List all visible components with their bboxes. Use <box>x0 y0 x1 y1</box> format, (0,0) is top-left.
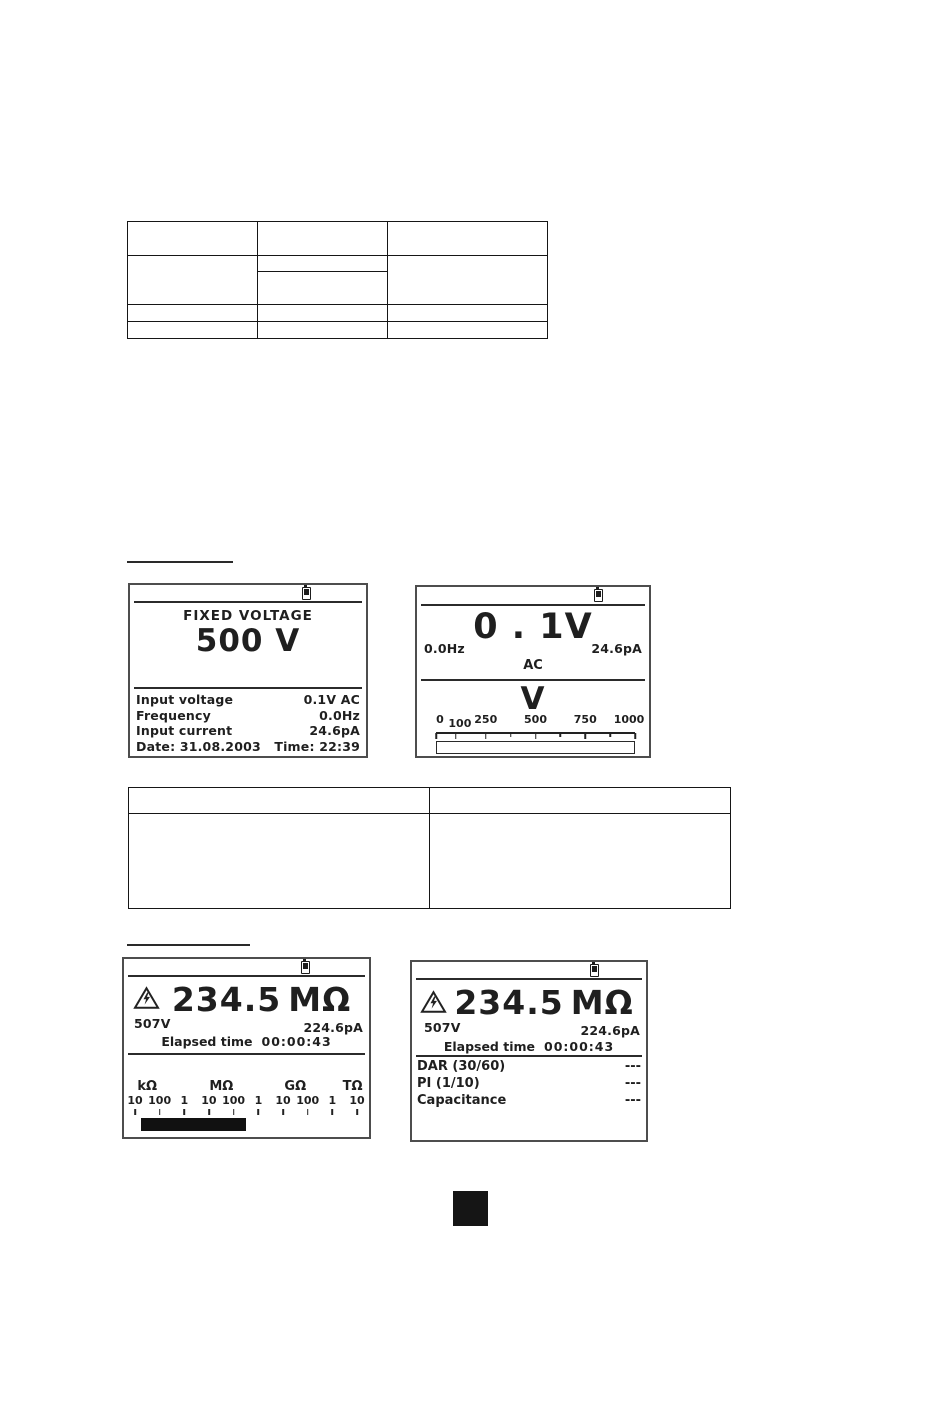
table-cell <box>258 322 388 339</box>
table-cell <box>128 256 258 305</box>
elapsed-value: 00:00:43 <box>261 1034 332 1049</box>
scale-tick <box>435 733 437 739</box>
scale-number: 100 <box>296 1094 320 1107</box>
table-cell <box>388 256 548 305</box>
lcd-screen-fixed-voltage <box>128 583 368 758</box>
voltage-reading: 500 V <box>195 623 301 659</box>
scale-label: 100 <box>448 717 472 730</box>
scale-number: 1 <box>180 1094 189 1107</box>
row-value: --- <box>624 1076 641 1091</box>
frequency-value: 0.0Hz <box>424 641 465 656</box>
scale-tick <box>510 733 512 737</box>
lcd-screen-resistance-bargraph <box>122 957 371 1139</box>
high-voltage-warning-icon <box>133 986 160 1010</box>
row-label: Input voltage <box>136 692 234 707</box>
spec-table-top <box>127 221 548 339</box>
measurement-rows <box>136 692 360 754</box>
scale-number: 10 <box>201 1094 217 1107</box>
scale-tick <box>535 733 537 739</box>
high-voltage-warning-icon <box>420 990 447 1014</box>
scale-unit-label: GΩ <box>284 1079 307 1094</box>
table-cell <box>430 814 731 909</box>
scale-number: 10 <box>349 1094 365 1107</box>
table-cell <box>129 814 430 909</box>
screen-title: FIXED VOLTAGE <box>183 608 313 624</box>
table-cell <box>258 272 388 305</box>
elapsed-time-row <box>412 1039 646 1054</box>
resistance-unit: MΩ <box>288 980 352 1019</box>
row-value: --- <box>624 1093 641 1108</box>
row-label: PI (1/10) <box>417 1076 480 1091</box>
resistance-reading <box>158 980 365 1019</box>
row-label: Input current <box>136 723 233 738</box>
elapsed-label: Elapsed time <box>443 1039 535 1054</box>
battery-icon <box>590 964 599 977</box>
parameter-row <box>417 1092 641 1109</box>
table-cell <box>128 305 258 322</box>
scale-tick <box>609 733 611 737</box>
resistance-value: 234.5 <box>171 980 282 1019</box>
date-time-row <box>136 739 360 755</box>
bargraph-outline <box>436 741 635 754</box>
table-cell <box>258 305 388 322</box>
scale-label: 500 <box>524 713 547 726</box>
table-cell <box>388 322 548 339</box>
row-value: --- <box>624 1059 641 1074</box>
row-label: Frequency <box>136 707 211 723</box>
battery-icon <box>594 589 603 602</box>
parameter-row <box>417 1058 641 1075</box>
scale-tick <box>585 733 587 739</box>
row-value: 0.1V AC <box>303 692 360 707</box>
scale-tick <box>485 733 487 739</box>
table-cell <box>129 788 430 814</box>
scale-unit-label: MΩ <box>209 1079 234 1094</box>
date-label: Date: 31.08.2003 <box>136 738 261 754</box>
caption-underline <box>127 561 233 563</box>
scale-tick <box>455 733 457 739</box>
scale-label: 0 <box>436 713 444 726</box>
measurement-row <box>136 723 360 739</box>
scale-label: 1000 <box>613 713 645 726</box>
measurement-row <box>136 708 360 724</box>
elapsed-label: Elapsed time <box>161 1034 253 1049</box>
time-label: Time: 22:39 <box>274 738 360 754</box>
row-label: Capacitance <box>417 1093 507 1108</box>
divider <box>128 975 365 977</box>
battery-icon <box>301 961 310 974</box>
divider <box>134 601 362 603</box>
parameter-rows <box>417 1058 641 1109</box>
table-cell <box>388 305 548 322</box>
scale-number: 1 <box>254 1094 263 1107</box>
scale-number: 100 <box>148 1094 172 1107</box>
spec-table-middle <box>128 787 731 909</box>
table-cell <box>258 256 388 272</box>
unit-symbol: V <box>520 681 546 717</box>
divider <box>134 687 362 689</box>
measurement-row <box>136 692 360 708</box>
voltage-scale <box>436 713 645 757</box>
divider <box>416 978 642 980</box>
divider <box>128 1053 365 1055</box>
scale-unit-label: kΩ <box>137 1079 158 1094</box>
scale-number: 10 <box>275 1094 291 1107</box>
scale-label: 250 <box>474 713 498 726</box>
resistance-unit: MΩ <box>570 983 634 1022</box>
resistance-value: 234.5 <box>454 983 564 1022</box>
table-cell <box>128 222 258 256</box>
elapsed-time-row <box>124 1034 369 1049</box>
black-square-marker <box>453 1191 488 1226</box>
lcd-screen-voltage-meter <box>415 585 651 758</box>
table-cell <box>128 322 258 339</box>
parameter-row <box>417 1075 641 1092</box>
lcd-screen-resistance-parameters <box>410 960 648 1142</box>
scale-tick <box>634 733 636 739</box>
scale-label: 750 <box>573 713 597 726</box>
scale-tick <box>560 733 562 737</box>
voltage-reading: 0 . 1V <box>473 607 593 647</box>
divider <box>421 604 645 606</box>
scale-number: 1 <box>328 1094 337 1107</box>
current-value: 24.6pA <box>591 641 642 656</box>
battery-icon <box>302 587 311 600</box>
current-value: 224.6pA <box>303 1020 363 1035</box>
coupling-indicator: AC <box>523 658 543 673</box>
row-label: DAR (30/60) <box>417 1059 506 1074</box>
row-value: 24.6pA <box>309 723 360 738</box>
current-value: 224.6pA <box>580 1023 640 1038</box>
row-value: 0.0Hz <box>319 707 360 723</box>
table-cell <box>388 222 548 256</box>
scale-number: 10 <box>127 1094 143 1107</box>
elapsed-value: 00:00:43 <box>544 1039 615 1054</box>
resistance-reading <box>446 983 642 1022</box>
table-cell <box>430 788 731 814</box>
test-voltage-value: 507V <box>134 1016 171 1031</box>
bargraph-fill <box>141 1118 246 1131</box>
table-cell <box>258 222 388 256</box>
test-voltage-value: 507V <box>424 1020 461 1035</box>
divider <box>416 1055 642 1057</box>
scale-unit-label: TΩ <box>342 1079 363 1094</box>
caption-underline <box>127 944 250 946</box>
scale-number: 100 <box>222 1094 246 1107</box>
